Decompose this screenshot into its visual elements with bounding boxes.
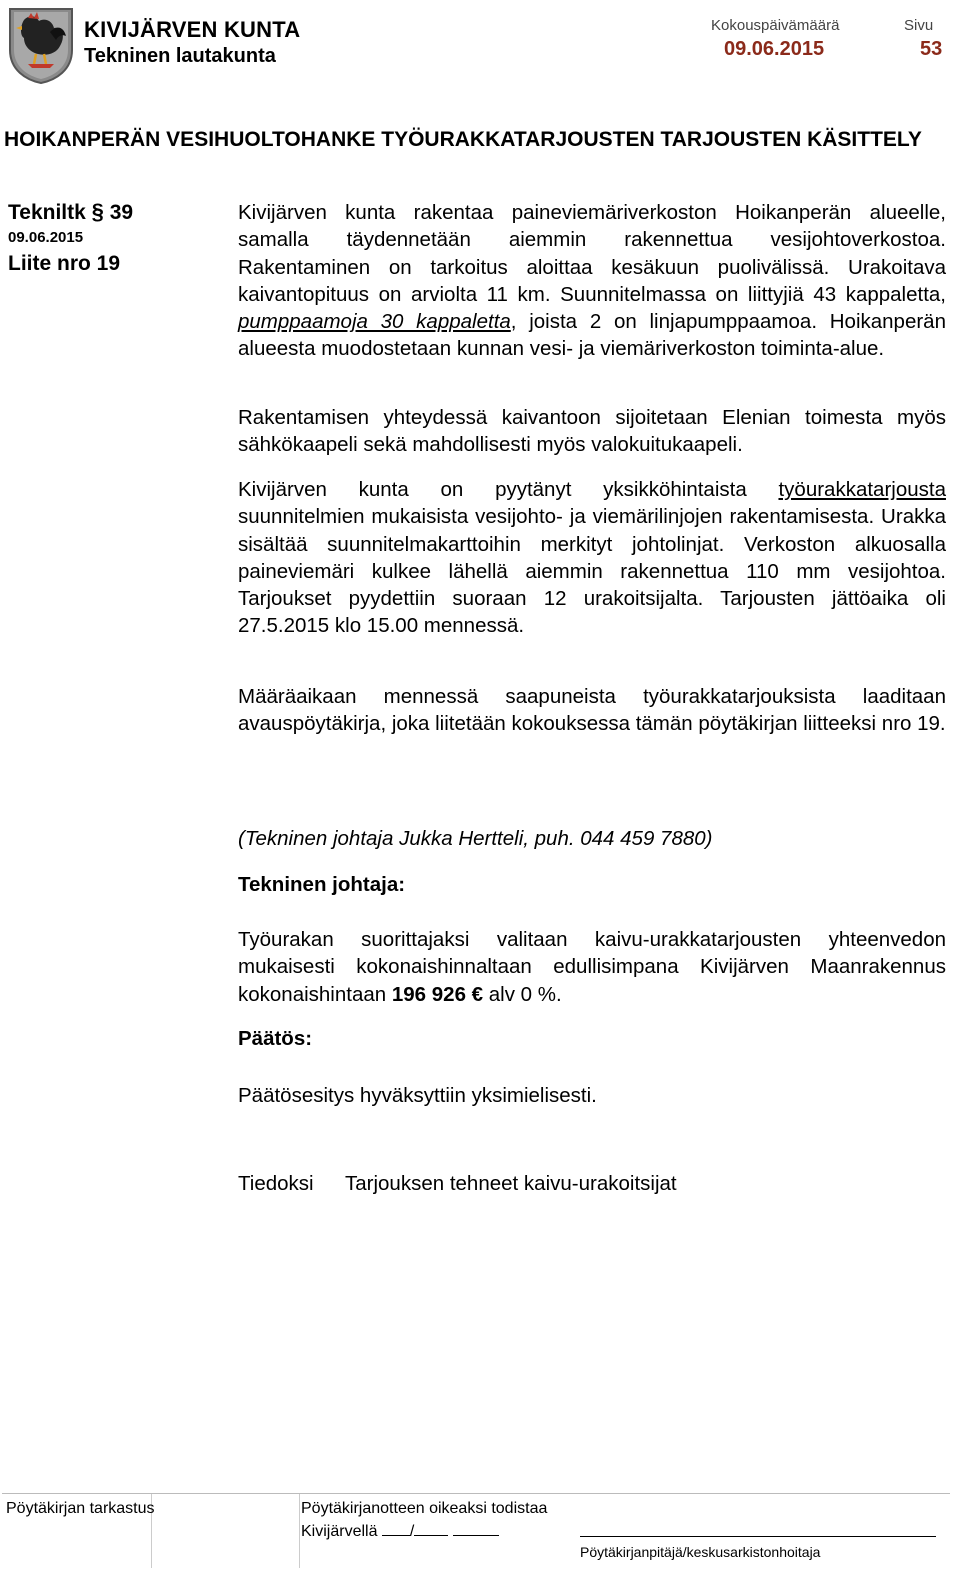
paragraph-text: alv 0 %.: [488, 982, 562, 1006]
appendix-reference: Liite nro 19: [8, 252, 121, 275]
date-separator: /: [409, 1523, 415, 1540]
section-reference: [8, 199, 228, 226]
paragraph-text: , joista 2 on linjapumppaamoa. Hoikanperän alueesta muodostetaan kunnan vesi- ja viemäriverkoston toiminta-alue.: [238, 310, 946, 361]
footer-signer-title: Pöytäkirjanpitäjä/keskusarkistonhoitaja: [580, 1544, 821, 1560]
section-prefix: Tekniltk: [8, 201, 86, 224]
contact-info: (Tekninen johtaja Jukka Hertteli, puh. 044 459 7880): [238, 827, 713, 850]
footer-review-label: Pöytäkirjan tarkastus: [6, 1500, 155, 1517]
paragraph-project-description: [238, 199, 946, 363]
footer-cell: [152, 1494, 300, 1568]
document-title: HOIKANPERÄN VESIHUOLTOHANKE TYÖURAKKATARJOUSTEN TARJOUSTEN KÄSITTELY: [4, 128, 922, 151]
notice-recipients: Tarjouksen tehneet kaivu-urakoitsijat: [345, 1172, 677, 1195]
section-number: 39: [109, 201, 134, 224]
organization-unit: Tekninen lautakunta: [84, 45, 276, 67]
work-contract-tender-link[interactable]: työurakkatarjousta: [778, 478, 946, 501]
paragraph-cabling: Rakentamisen yhteydessä kaivantoon sijoitetaan Elenian toimesta myös sähkökaapeli sekä mahdollisesti myös valokuitukaapeli.: [238, 406, 946, 457]
section-sidebar: [8, 199, 228, 278]
footer-certify-label: Pöytäkirjanotteen oikeaksi todistaa: [301, 1500, 548, 1517]
meeting-date-label: Kokouspäivämäärä: [711, 17, 840, 34]
year-blank[interactable]: [453, 1522, 499, 1536]
paragraph-text: Työurakan suorittajaksi valitaan kaivu-urakkatarjousten yhteenvedon mukaisesti kokonaishinnaltaan edullisimpana Kivijärven Maanrakennus kokonaishintaan: [238, 928, 946, 1006]
page-label: Sivu: [904, 17, 934, 34]
paragraph-text: Kivijärven kunta on pyytänyt yksikköhintaista: [238, 478, 747, 501]
organization-name: KIVIJÄRVEN KUNTA: [84, 17, 301, 42]
decision-text: Päätösesitys hyväksyttiin yksimielisesti.: [238, 1084, 597, 1107]
pumping-stations-link[interactable]: pumppaamoja 30 kappaletta: [238, 310, 511, 334]
decision-heading: Päätös:: [238, 1027, 313, 1050]
section-date: 09.06.2015: [8, 229, 84, 246]
notice-line: [238, 1170, 946, 1197]
proposal-heading: Tekninen johtaja:: [238, 873, 406, 896]
municipal-crest-icon: [6, 6, 76, 84]
paragraph-text: Kivijärven kunta rakentaa paineviemäriverkoston Hoikanperän alueelle, samalla täydennetään aiemmin rakennettua vesijohtoverkostoa. Rakentaminen on tarkoitus aloittaa kesäkuun puolivälissä. Urakoitava kaivantopituus on arviolta 11 km. Suunnitelmassa on liittyjiä 43 kappaletta,: [238, 201, 946, 306]
paragraph-opening-record: Määräaikaan mennessä saapuneista työurakkatarjouksista laaditaan avauspöytäkirja, joka liitetään kokouksessa tämän pöytäkirjan liitteeksi nro 19.: [238, 685, 946, 736]
section-symbol: §: [91, 199, 104, 224]
paragraph-tender-request: [238, 476, 946, 640]
notice-label: Tiedoksi: [238, 1172, 314, 1195]
meeting-date: 09.06.2015: [724, 38, 825, 60]
month-blank[interactable]: [414, 1522, 448, 1536]
signature-line[interactable]: [580, 1536, 936, 1537]
paragraph-text: suunnitelmien mukaisista vesijohto- ja viemärilinjojen rakentamisesta. Urakka sisältää suunnitelmakarttoihin merkityt johtolinjat. Verkoston alkuosalla paineviemäri kulkee lähellä aiemmin rakennettua 110 mm vesijohtoa. Tarjoukset pyydettiin suoraan 12 urakoitsijalta. Tarjousten jättöaika oli 27.5.2015 klo 15.00 mennessä.: [238, 505, 946, 638]
paragraph-proposal: [238, 926, 946, 1008]
footer-place-line: [301, 1522, 499, 1541]
total-price: 196 926 €: [391, 982, 484, 1006]
day-blank[interactable]: [382, 1522, 410, 1536]
footer-place: Kivijärvellä: [301, 1523, 378, 1540]
page-number: 53: [920, 38, 943, 60]
